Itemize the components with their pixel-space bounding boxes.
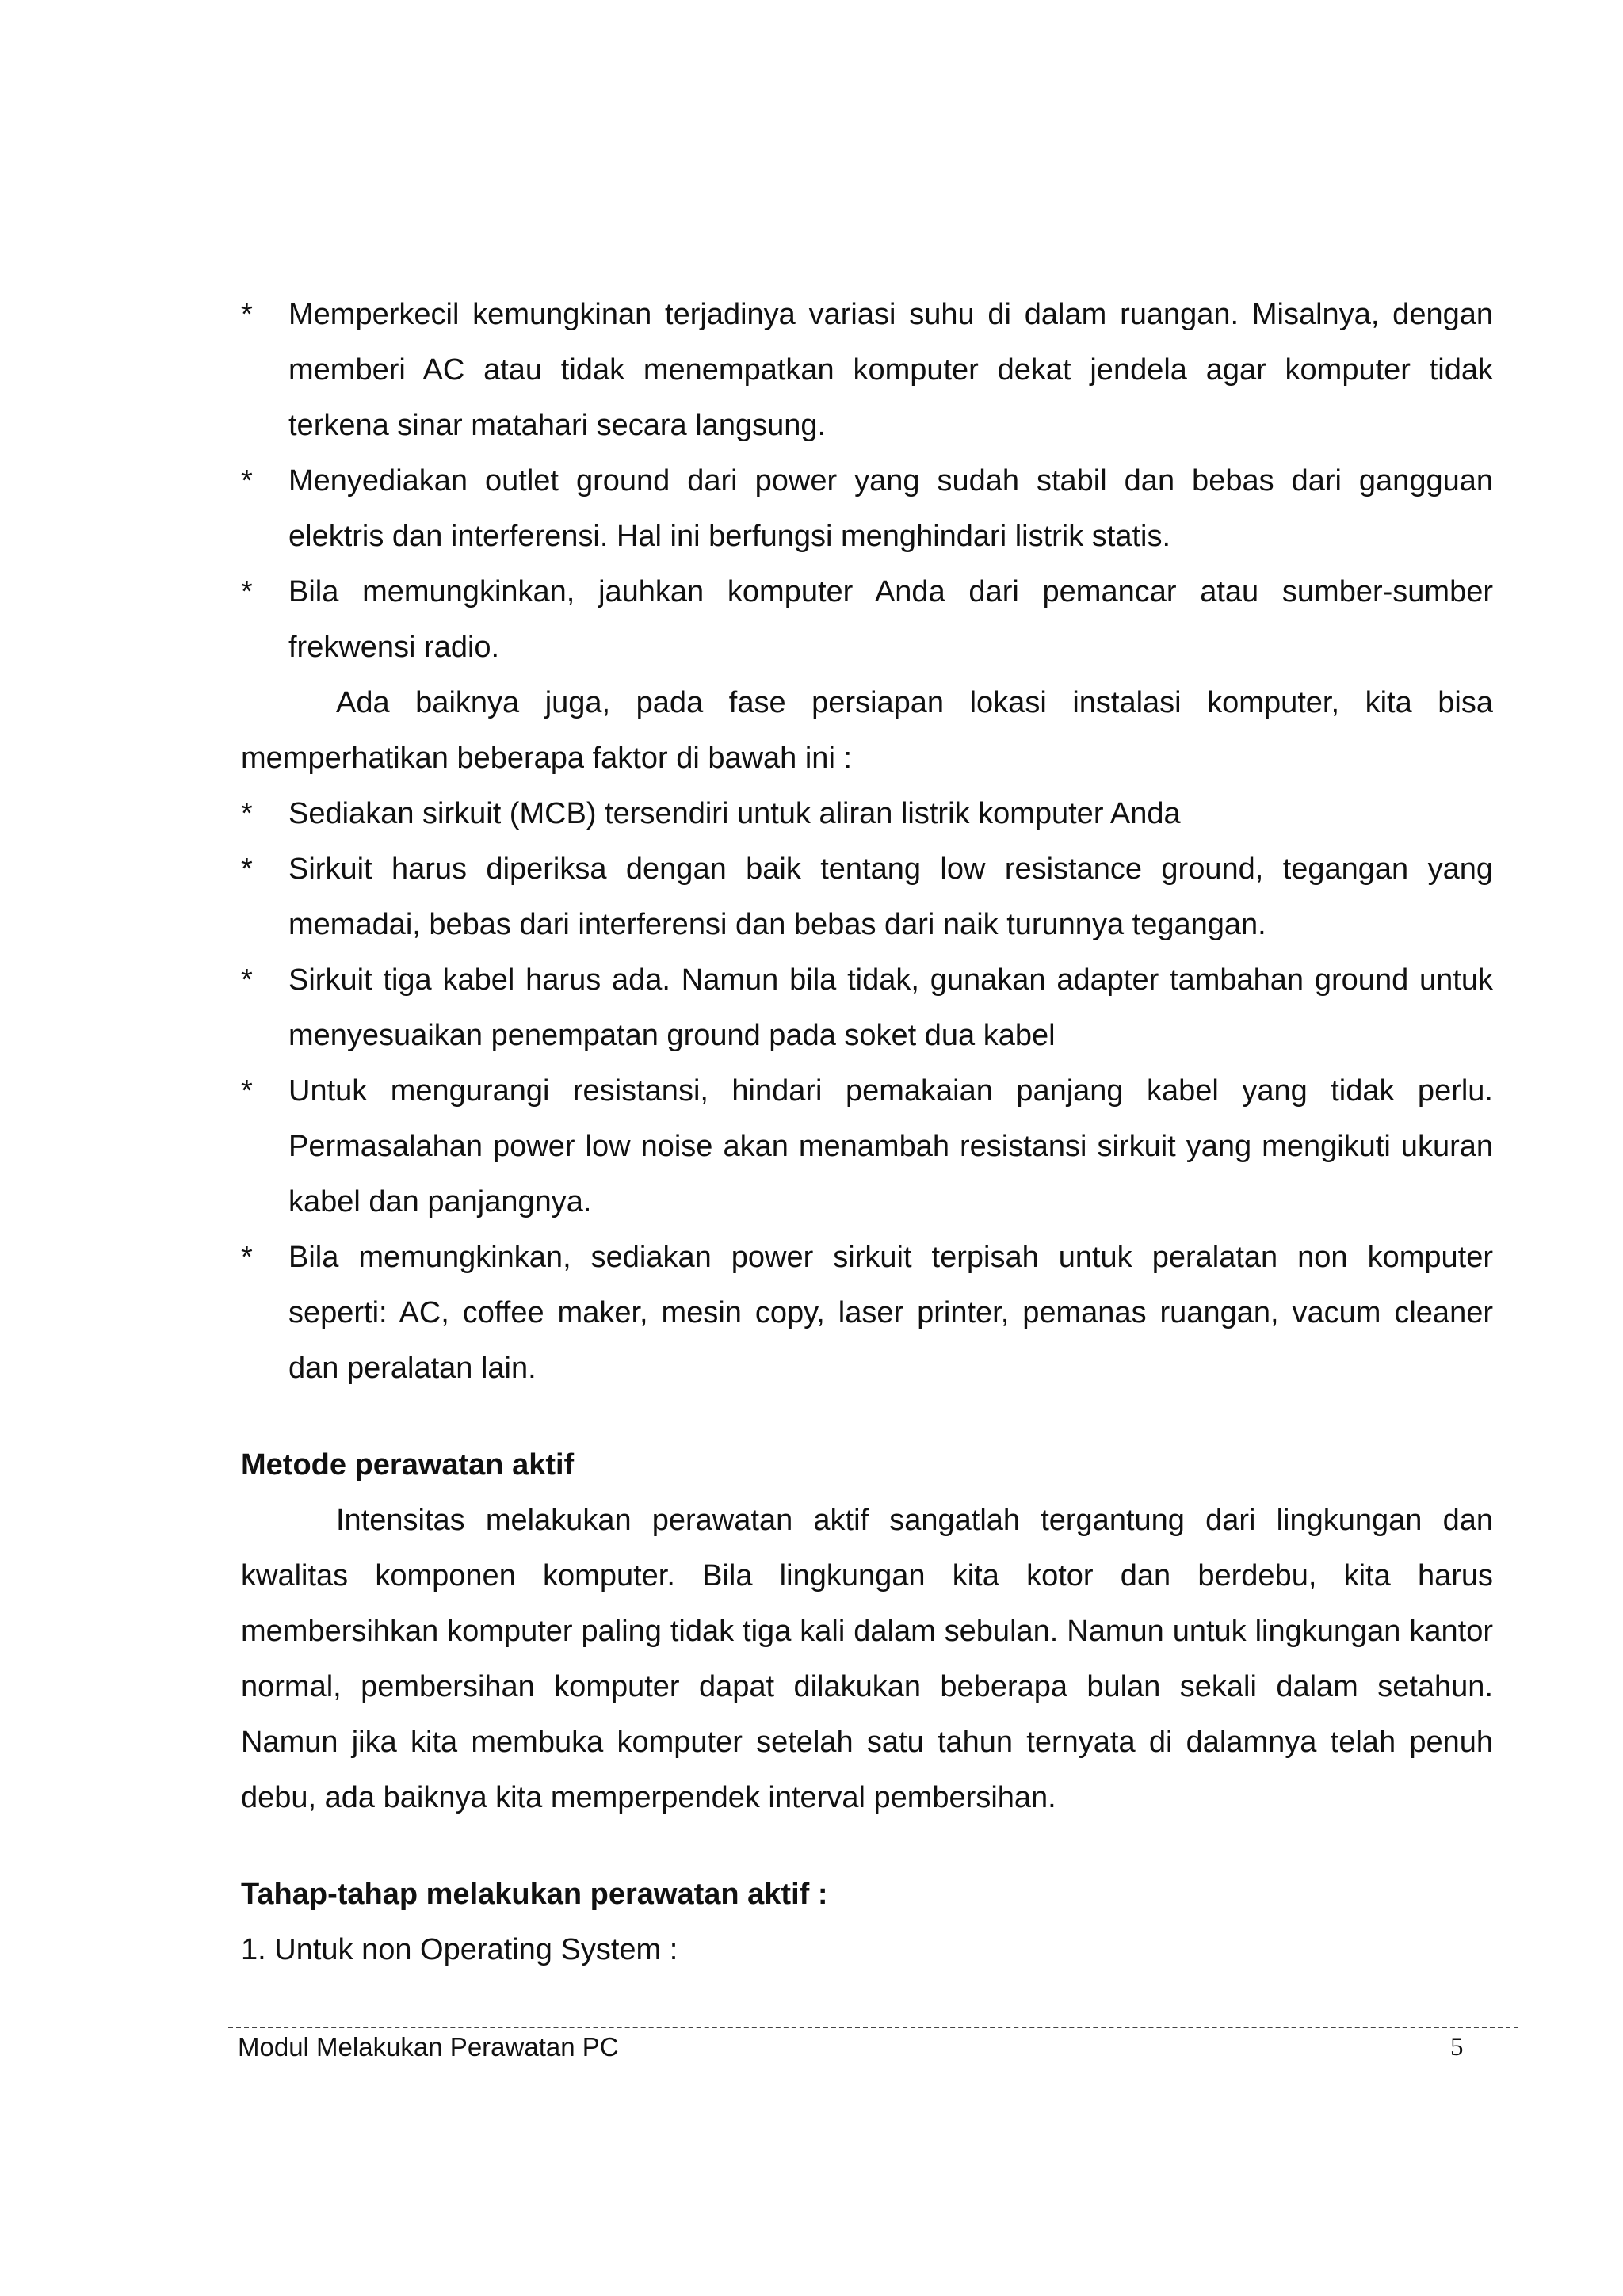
list-item xyxy=(241,952,1493,1063)
steps-heading: Tahap-tahap melakukan perawatan aktif : xyxy=(241,1878,828,1911)
section-spacer xyxy=(241,1825,1493,1867)
list-item xyxy=(241,564,1493,675)
list-item xyxy=(241,287,1493,453)
section-paragraph: Intensitas melakukan perawatan aktif sangatlah tergantung dari lingkungan dan kwalitas komponen komputer. Bila lingkungan kita kotor dan berdebu, kita harus membersihkan komputer paling tidak tiga kali dalam sebulan. Namun untuk lingkungan kantor normal, pembersihan komputer dapat dilakukan beberapa bulan sekali dalam setahun. Namun jika kita membuka komputer setelah satu tahun ternyata di dalamnya telah penuh debu, ada baiknya kita memperpendek interval pembersihan. xyxy=(241,1504,1493,1814)
list-item xyxy=(241,1063,1493,1230)
list-item xyxy=(241,786,1493,841)
bullet-marker: * xyxy=(241,797,253,830)
bullet-marker: * xyxy=(241,575,253,608)
bullet-list-top xyxy=(241,287,1493,675)
bullet-marker: * xyxy=(241,464,253,498)
list-item-text: Menyediakan outlet ground dari power yang sudah stabil dan bebas dari gangguan elektris dan interferensi. Hal ini berfungsi menghindari listrik statis. xyxy=(288,464,1493,553)
bullet-marker: * xyxy=(241,1074,253,1108)
list-item-text: Bila memungkinkan, jauhkan komputer Anda dari pemancar atau sumber-sumber frekwensi radio. xyxy=(288,575,1493,664)
section-heading: Metode perawatan aktif xyxy=(241,1448,575,1482)
bullet-list-factors xyxy=(241,786,1493,1396)
list-item xyxy=(241,1230,1493,1396)
section-spacer xyxy=(241,1396,1493,1437)
list-item-text: Sirkuit tiga kabel harus ada. Namun bila tidak, gunakan adapter tambahan ground untuk menyesuaikan penempatan ground pada soket dua kabel xyxy=(288,963,1493,1052)
bullet-marker: * xyxy=(241,963,253,997)
footer-divider xyxy=(228,2027,1518,2028)
list-item xyxy=(241,453,1493,564)
bullet-marker: * xyxy=(241,852,253,886)
list-item-text: Memperkecil kemungkinan terjadinya variasi suhu di dalam ruangan. Misalnya, dengan memberi AC atau tidak menempatkan komputer dekat jendela agar komputer tidak terkena sinar matahari secara langsung. xyxy=(288,298,1493,442)
footer-title: Modul Melakukan Perawatan PC xyxy=(238,2032,619,2061)
list-item xyxy=(241,841,1493,952)
intro-paragraph: Ada baiknya juga, pada fase persiapan lokasi instalasi komputer, kita bisa memperhatikan beberapa faktor di bawah ini : xyxy=(241,686,1493,775)
page-content xyxy=(241,287,1493,1978)
page-number: 5 xyxy=(1450,2033,1464,2061)
steps-first-item: 1. Untuk non Operating System : xyxy=(241,1933,678,1966)
list-item-text: Bila memungkinkan, sediakan power sirkuit terpisah untuk peralatan non komputer seperti: AC, coffee maker, mesin copy, laser printer, pemanas ruangan, vacum cleaner dan peralatan lain. xyxy=(288,1241,1493,1385)
bullet-marker: * xyxy=(241,1241,253,1274)
list-item-text: Sirkuit harus diperiksa dengan baik tentang low resistance ground, tegangan yang memadai, bebas dari interferensi dan bebas dari naik turunnya tegangan. xyxy=(288,852,1493,941)
list-item-text: Untuk mengurangi resistansi, hindari pemakaian panjang kabel yang tidak perlu. Permasalahan power low noise akan menambah resistansi sirkuit yang mengikuti ukuran kabel dan panjangnya. xyxy=(288,1074,1493,1219)
list-item-text: Sediakan sirkuit (MCB) tersendiri untuk aliran listrik komputer Anda xyxy=(288,797,1181,830)
bullet-marker: * xyxy=(241,298,253,331)
